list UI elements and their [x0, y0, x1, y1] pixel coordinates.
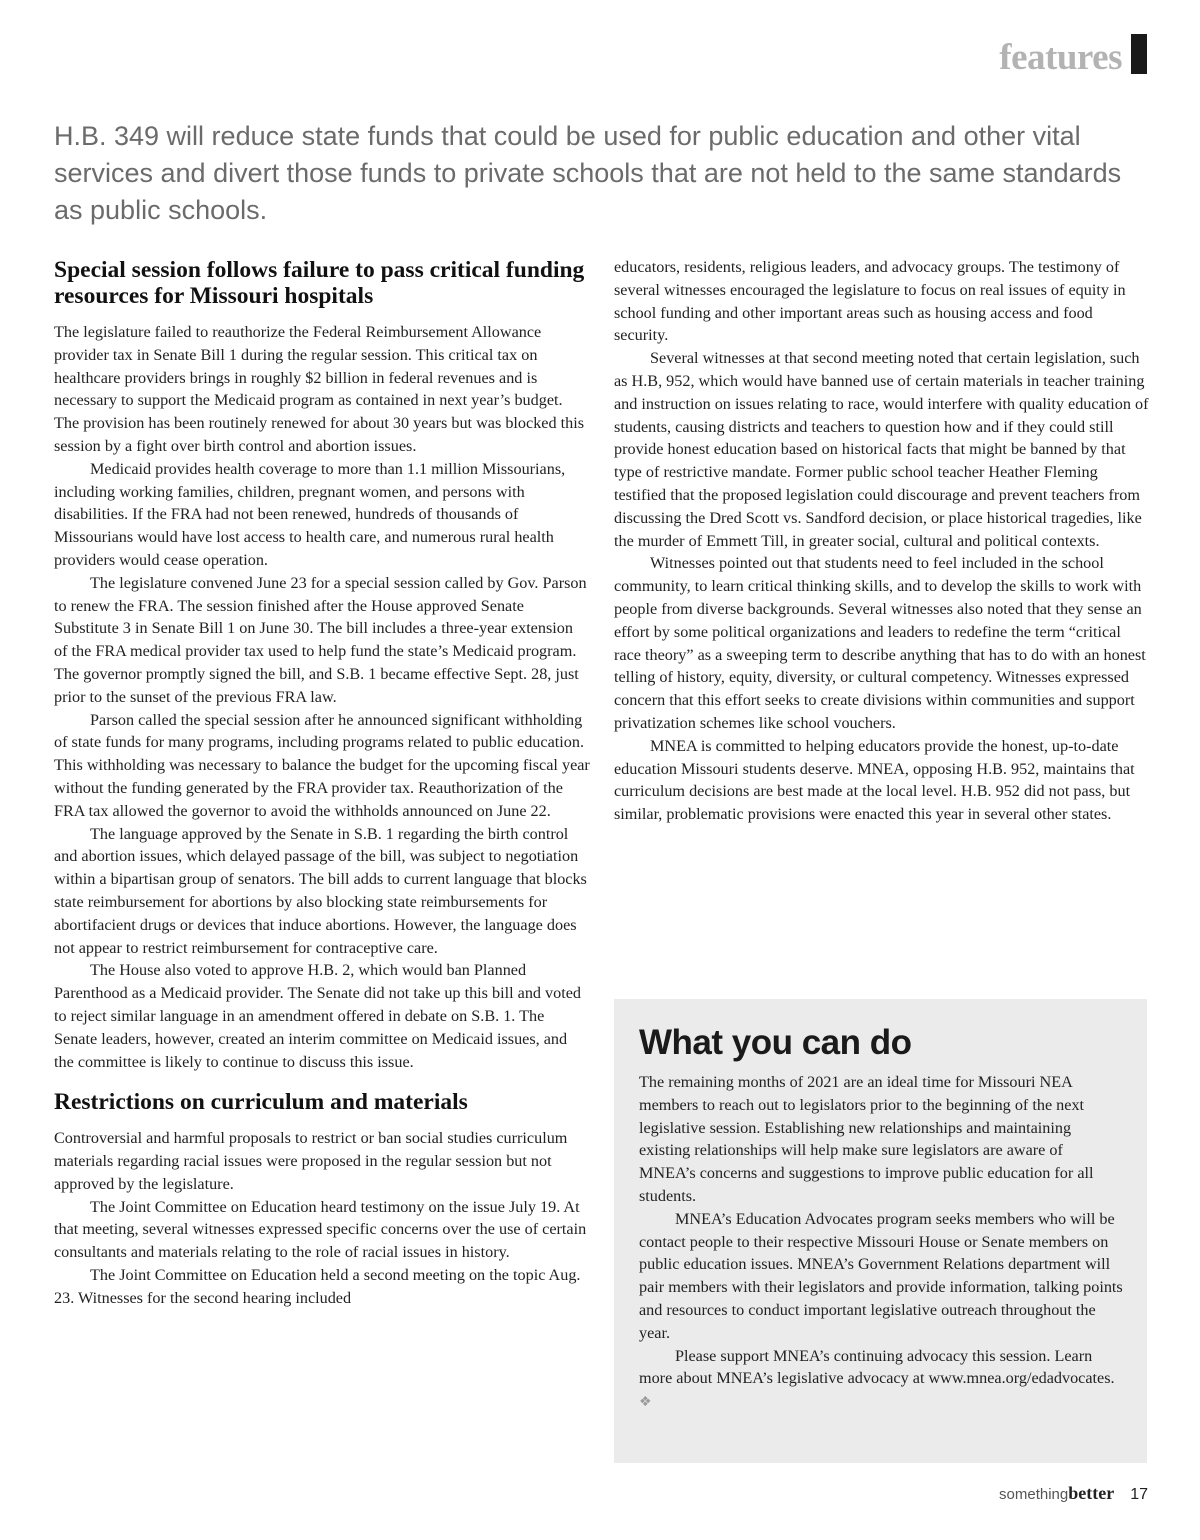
page-footer — [999, 1483, 1148, 1504]
end-mark-icon: ❖ — [639, 1395, 652, 1411]
paragraph: Witnesses pointed out that students need to feel included in the school community, to learn critical thinking skills, and to develop the skills to work with people from diverse backgrounds. Several witnesses also noted that they sense an effort by some political organizations and leaders to redefine the term “critical race theory” as a sweeping term to describe anything that has to do with an honest telling of history, equity, diversity, or cultural competency. Witnesses expressed concern that this effort seeks to create divisions within communities and support privatization schemes like school vouchers. — [614, 554, 1146, 732]
sidebar-closing-text: Please support MNEA’s continuing advocacy this session. Learn more about MNEA’s legislative advocacy at www.mnea.org/edadvocates. — [639, 1346, 1115, 1388]
section-heading-curriculum: Restrictions on curriculum and materials — [54, 1089, 468, 1116]
paragraph: The remaining months of 2021 are an ideal time for Missouri NEA members to reach out to legislators prior to the beginning of the next legislative session. Establishing new relationships and maintaining existing relationships will help make sure legislators are aware of MNEA’s concerns and suggestions to improve public education for all students. — [639, 1073, 1094, 1205]
left-column — [54, 257, 590, 1310]
paragraph: Several witnesses at that second meeting noted that certain legislation, such as H.B, 952, which would have banned use of certain materials in teacher training and instruction on issues relating to race, would interfere with quality education of students, causing districts and teachers to question how and if they could still provide honest education based on historical facts that might be banned by that type of restrictive mandate. Former public school teacher Heather Fleming testified that the proposed legislation could discourage and prevent teachers from discussing the Dred Scott vs. Sandford decision, or place historical tragedies, like the murder of Emmett Till, in greater social, cultural and political contexts. — [614, 349, 1149, 550]
paragraph: MNEA’s Education Advocates program seeks members who will be contact people to their respective Missouri House or Senate members on public education issues. MNEA’s Government Relations department will pair members with their legislators and provide information, talking points and resources to conduct important legislative outreach throughout the year. — [639, 1209, 1123, 1342]
what-you-can-do-box — [614, 999, 1147, 1463]
paragraph: Parson called the special session after he announced significant withholding of state funds for many programs, including programs related to public education. This withholding was necessary to balance the budget for the upcoming fiscal year without the funding generated by the FRA provider tax. Reauthorization of the FRA tax allowed the governor to avoid the withholds announced on June 22. — [54, 710, 590, 820]
paragraph: The legislature failed to reauthorize the Federal Reimbursement Allowance provider tax in Senate Bill 1 during the regular session. This critical tax on healthcare providers brings in roughly $2 billion in federal revenues and is necessary to support the Medicaid program as contained in next year’s budget. The provision has been routinely renewed for about 30 years but was blocked this session by a fight over birth control and abortion issues. — [54, 323, 584, 455]
paragraph — [639, 1345, 1123, 1415]
brand-light: something — [999, 1486, 1069, 1503]
section-heading-hospitals: Special session follows failure to pass critical funding resources for Missouri hospitals — [54, 257, 585, 309]
paragraph: Controversial and harmful proposals to restrict or ban social studies curriculum materials regarding racial issues were proposed in the regular session but not approved by the legislature. — [54, 1129, 568, 1193]
paragraph: The language approved by the Senate in S.B. 1 regarding the birth control and abortion issues, which delayed passage of the bill, was subject to negotiation within a bipartisan group of senators. The bill adds to current language that blocks state reimbursement for abortions by also blocking state reimbursements for abortifacient drugs or devices that induce abortions. However, the language does not appear to restrict reimbursement for contraceptive care. — [54, 824, 587, 957]
section-marker-bar — [1131, 34, 1147, 74]
paragraph: The legislature convened June 23 for a special session called by Gov. Parson to renew the FRA. The session finished after the House approved Senate Substitute 3 in Senate Bill 1 on June 30. The bill includes a three-year extension of the FRA medical provider tax used to help fund the state’s Medicaid program. The governor promptly signed the bill, and S.B. 1 became effective Sept. 28, just prior to the sunset of the previous FRA law. — [54, 573, 587, 706]
paragraph: The Joint Committee on Education heard testimony on the issue July 19. At that meeting, several witnesses expressed specific concerns over the use of certain consultants and materials relating to the role of racial issues in history. — [54, 1197, 587, 1262]
paragraph: The Joint Committee on Education held a second meeting on the topic Aug. 23. Witnesses for the second hearing included — [54, 1266, 581, 1307]
paragraph: The House also voted to approve H.B. 2, which would ban Planned Parenthood as a Medicaid provider. The Senate did not take up this bill and voted to reject similar language in an amendment offered in debate on S.B. 1. The Senate leaders, however, created an interim committee on Medicaid issues, and the committee is likely to continue to discuss this issue. — [54, 961, 582, 1071]
brand-bold: better — [1068, 1483, 1115, 1503]
paragraph: Medicaid provides health coverage to more than 1.1 million Missourians, including working families, children, pregnant women, and persons with disabilities. If the FRA had not been renewed, hundreds of thousands of Missourians would have lost access to health care, and numerous rural health providers would cease operation. — [54, 459, 566, 569]
paragraph: educators, residents, religious leaders, and advocacy groups. The testimony of several witnesses encouraged the legislature to focus on real issues of equity in school funding and other important areas such as housing access and food security. — [614, 258, 1126, 345]
right-column — [614, 256, 1150, 826]
sidebar-title: What you can do — [639, 1023, 912, 1062]
page-number: 17 — [1130, 1486, 1148, 1503]
paragraph: MNEA is committed to helping educators provide the honest, up-to-date education Missouri students deserve. MNEA, opposing H.B. 952, maintains that curriculum decisions are best made at the local level. H.B. 952 did not pass, but similar, problematic provisions were enacted this year in several other states. — [614, 736, 1135, 824]
magazine-brand — [999, 1483, 1114, 1504]
section-label: features — [999, 37, 1122, 78]
pull-quote: H.B. 349 will reduce state funds that could be used for public education and other vital services and divert those funds to private schools that are not held to the same standards as public schools. — [54, 121, 1122, 225]
